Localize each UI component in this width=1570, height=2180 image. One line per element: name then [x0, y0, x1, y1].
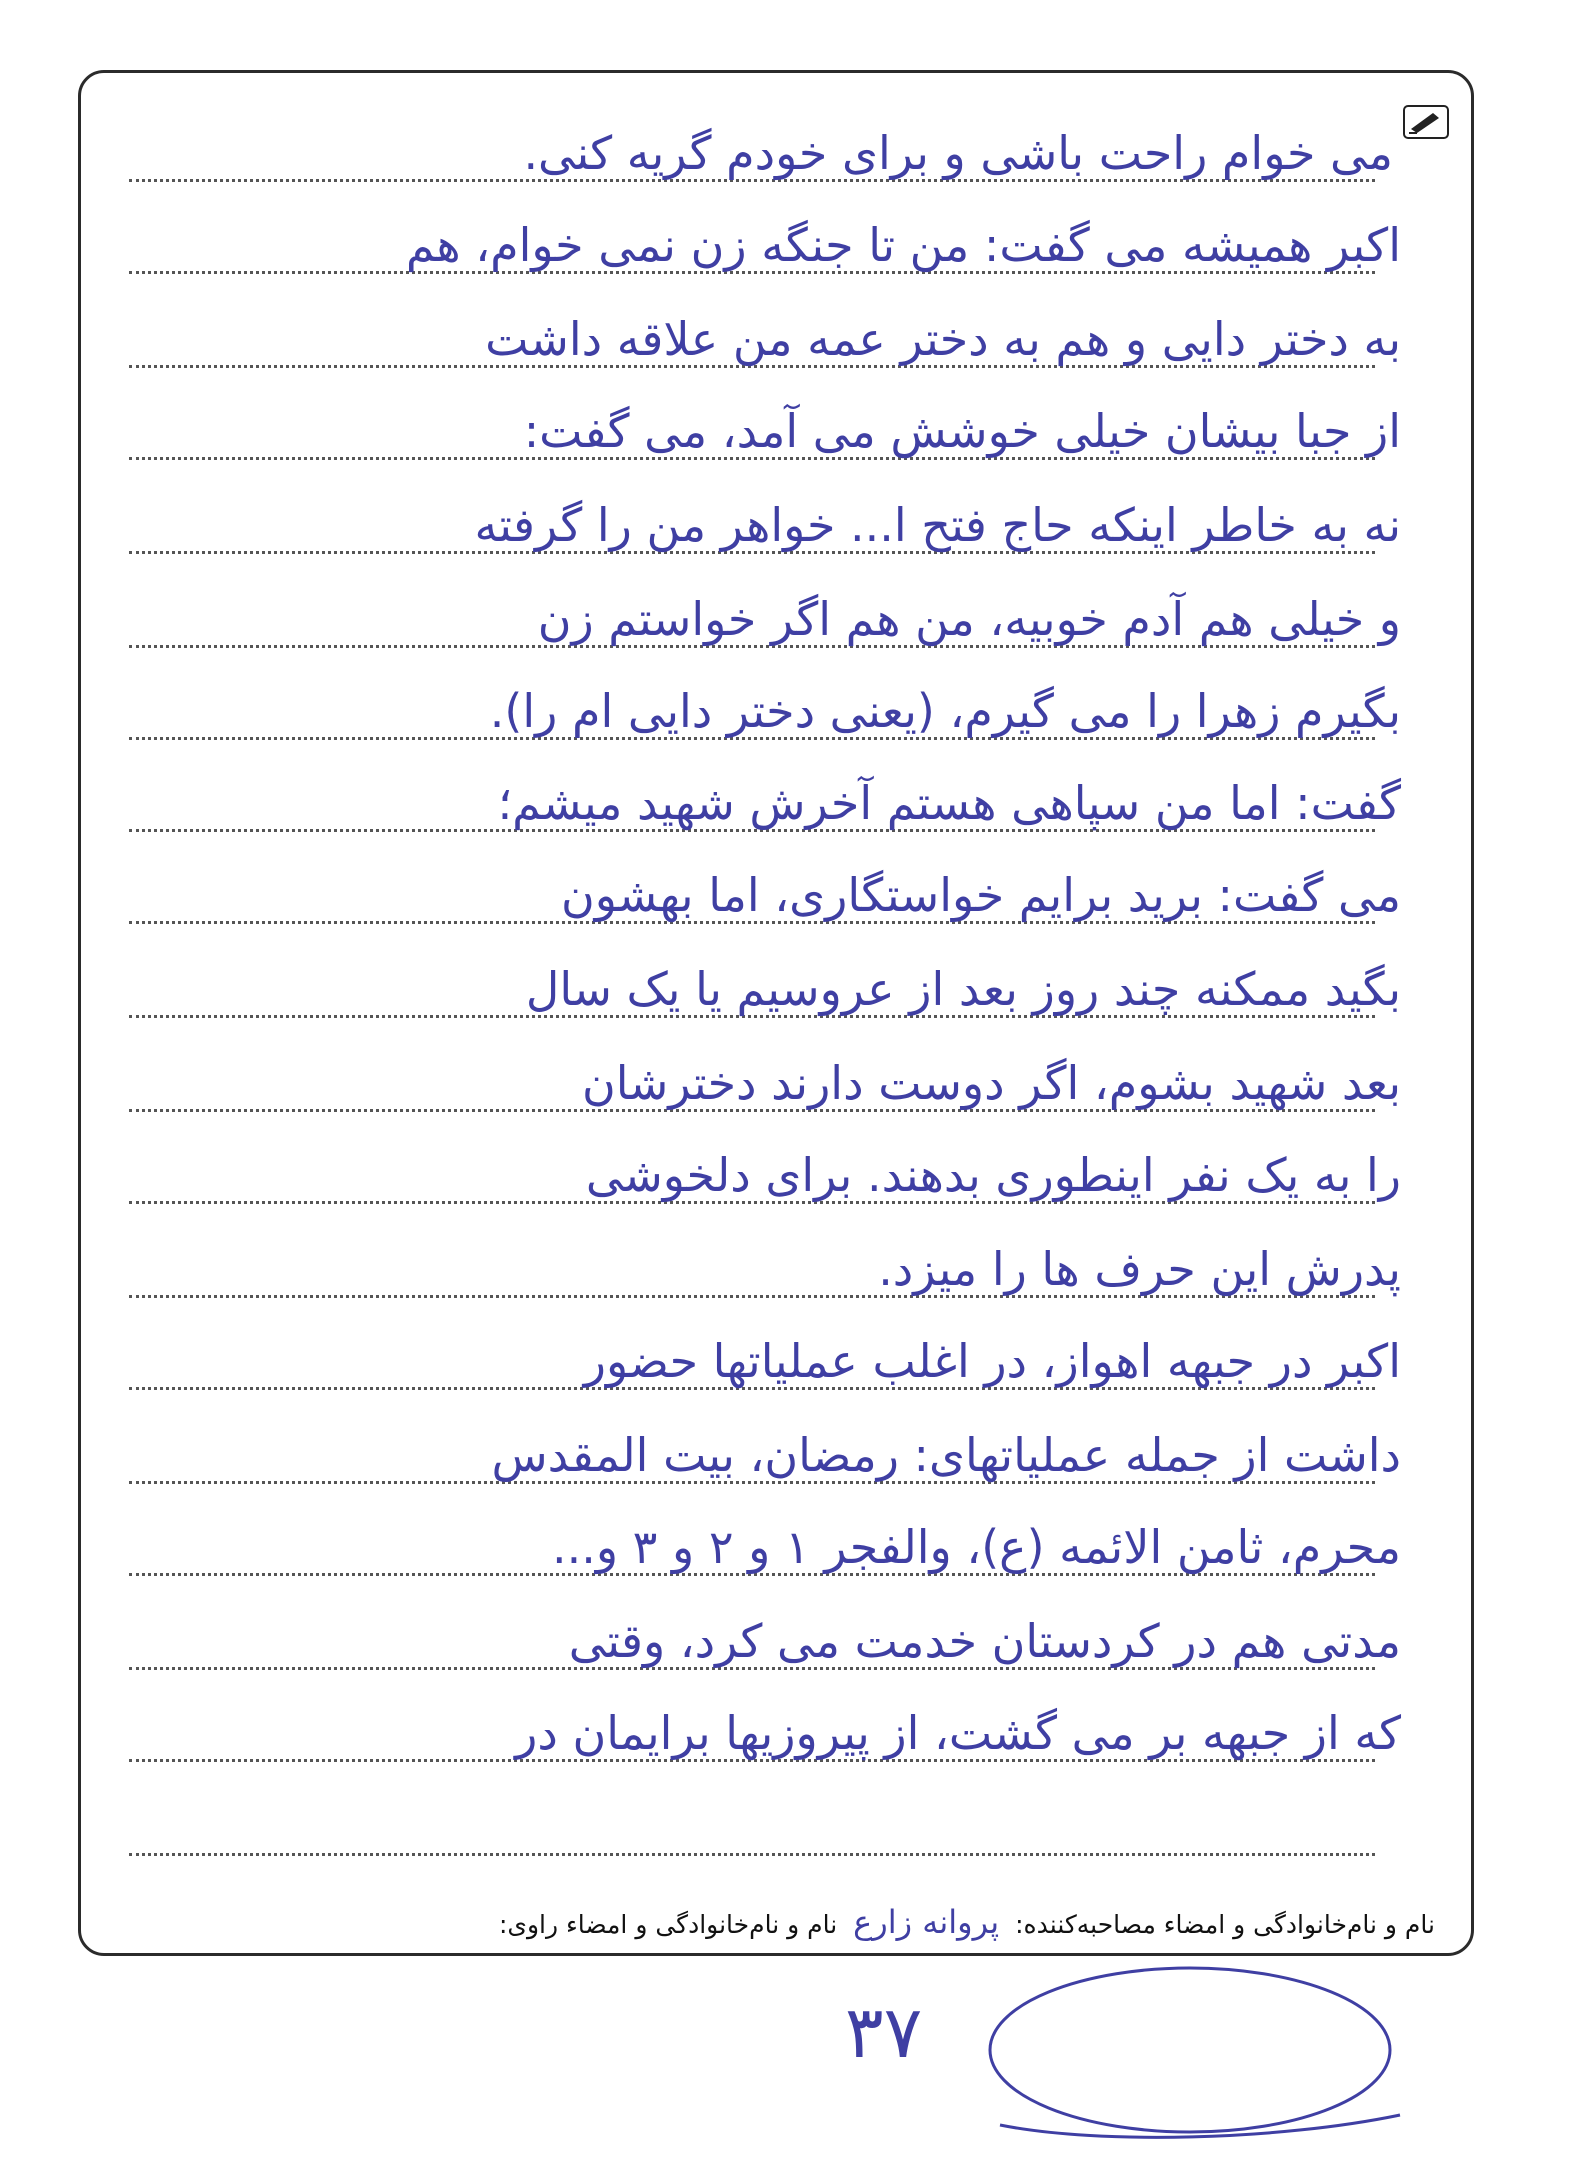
text-line: مدتی هم در کردستان خدمت می کرد، وقتی	[568, 1614, 1401, 1668]
signature-footer	[499, 1903, 1435, 1941]
page-number-oval	[980, 1955, 1420, 2155]
text-line: پدرش این حرف ها را میزد.	[878, 1242, 1401, 1296]
text-line: را به یک نفر اینطوری بدهند. برای دلخوشی	[585, 1148, 1401, 1202]
text-line: بگید ممکنه چند روز بعد از عروسیم یا یک سال	[525, 962, 1401, 1016]
text-line: می گفت: برید برایم خواستگاری، اما بهشون	[561, 868, 1401, 922]
page-number: ۳۷	[845, 1990, 923, 2074]
text-line: نه به خاطر اینکه حاج فتح ا... خواهر من را گرفته	[474, 498, 1401, 552]
text-line: اکبر در جبهه اهواز، در اغلب عملیاتها حضور	[583, 1334, 1401, 1388]
text-line: بعد شهید بشوم، اگر دوست دارند دخترشان	[582, 1056, 1401, 1110]
text-line: بگیرم زهرا را می گیرم، (یعنی دختر دایی ام را).	[489, 684, 1401, 738]
interviewer-signature: پروانه زارع	[853, 1903, 1000, 1941]
text-line: اکبر همیشه می گفت: من تا جنگه زن نمی خوام، هم	[405, 218, 1401, 272]
text-line: گفت: اما من سپاهی هستم آخرش شهید میشم؛	[497, 776, 1401, 830]
text-line: محرم، ثامن الائمه (ع)، والفجر ۱ و ۲ و ۳ و...	[551, 1520, 1401, 1574]
text-line: که از جبهه بر می گشت، از پیروزیها برایمان در	[515, 1706, 1401, 1760]
text-line: به دختر دایی و هم به دختر عمه من علاقه داشت	[485, 312, 1401, 366]
interviewer-label: نام و نام‌خانوادگی و امضاء مصاحبه‌کننده:	[1015, 1910, 1435, 1939]
text-line: از جبا بیشان خیلی خوشش می آمد، می گفت:	[523, 404, 1401, 458]
page-frame	[78, 70, 1474, 1956]
text-line: می خوام راحت باشی و برای خودم گریه کنی.	[523, 126, 1393, 180]
narrator-label: نام و نام‌خانوادگی و امضاء راوی:	[498, 1910, 838, 1939]
text-line: داشت از جمله عملیاتهای: رمضان، بیت المقدس	[491, 1428, 1401, 1482]
text-line: و خیلی هم آدم خوبیه، من هم اگر خواستم زن	[537, 592, 1401, 646]
